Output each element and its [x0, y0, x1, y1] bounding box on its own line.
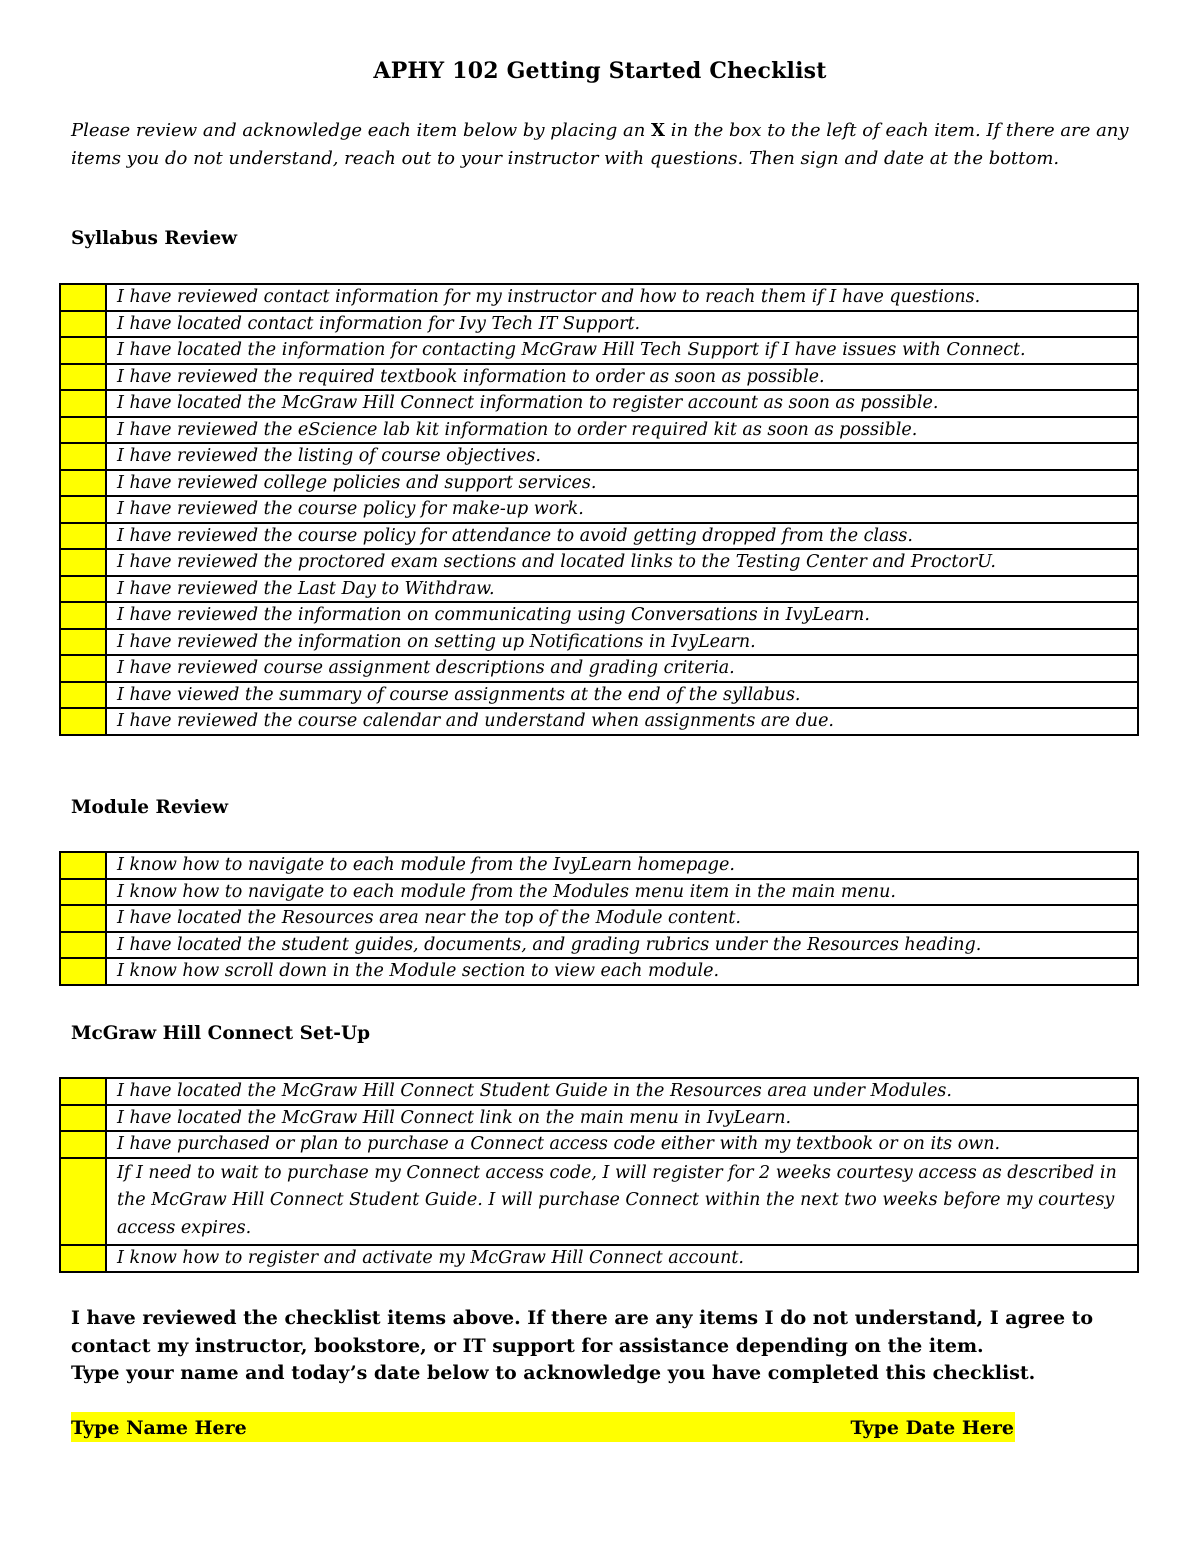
checkbox-cell[interactable] — [60, 284, 106, 311]
checklist-row — [60, 602, 1138, 629]
checklist-row — [60, 1131, 1138, 1158]
checkbox-cell[interactable] — [60, 708, 106, 735]
checkbox-cell[interactable] — [60, 932, 106, 959]
checklist-item-text: I have reviewed the Last Day to Withdraw. — [106, 576, 1138, 603]
checklist-row — [60, 364, 1138, 391]
checklist-row — [60, 629, 1138, 656]
checkbox-cell[interactable] — [60, 417, 106, 444]
checklist-item-text: I have reviewed the course policy for attendance to avoid getting dropped from the class. — [106, 523, 1138, 550]
checkbox-cell[interactable] — [60, 496, 106, 523]
checklist-item-text: I have located the Resources area near the top of the Module content. — [106, 905, 1138, 932]
checkbox-cell[interactable] — [60, 1105, 106, 1132]
checklist-row — [60, 337, 1138, 364]
checklist-row — [60, 958, 1138, 985]
checkbox-cell[interactable] — [60, 576, 106, 603]
checklist-row — [60, 390, 1138, 417]
checkbox-cell[interactable] — [60, 390, 106, 417]
module-review-table — [59, 851, 1139, 986]
checklist-item-text: I have reviewed the eScience lab kit information to order required kit as soon as possible. — [106, 417, 1138, 444]
checklist-item-text: I have reviewed the course calendar and understand when assignments are due. — [106, 708, 1138, 735]
checkbox-cell[interactable] — [60, 1131, 106, 1158]
checklist-row — [60, 655, 1138, 682]
checkbox-cell[interactable] — [60, 958, 106, 985]
checkbox-cell[interactable] — [60, 1078, 106, 1105]
connect-setup-table — [59, 1077, 1139, 1273]
instructions — [71, 117, 1131, 173]
page-title: APHY 102 Getting Started Checklist — [373, 58, 827, 84]
checklist-item-text: I have reviewed contact information for my instructor and how to reach them if I have questions. — [106, 284, 1138, 311]
checklist-item-text: I have purchased or plan to purchase a Connect access code either with my textbook or on its own. — [106, 1131, 1138, 1158]
checklist-row — [60, 879, 1138, 906]
checklist-item-text: I have located the McGraw Hill Connect link on the main menu in IvyLearn. — [106, 1105, 1138, 1132]
module-review-heading: Module Review — [71, 797, 229, 818]
instructions-part-2: in the box to the left of each item. If there are any items you do not understand, reach out to your instructor with questions. Then sign and date at the bottom. — [71, 120, 1129, 169]
checkbox-cell[interactable] — [60, 470, 106, 497]
checklist-row — [60, 1105, 1138, 1132]
name-field[interactable]: Type Name Here — [71, 1417, 247, 1439]
checklist-item-text: I have reviewed course assignment descriptions and grading criteria. — [106, 655, 1138, 682]
acknowledgement-line-1: I have reviewed the checklist items above. If there are any items I do not understand, I agree to — [71, 1307, 1094, 1329]
checklist-row — [60, 470, 1138, 497]
checklist-item-text: I have located contact information for Ivy Tech IT Support. — [106, 311, 1138, 338]
checklist-item-text: I have located the McGraw Hill Connect Student Guide in the Resources area under Modules. — [106, 1078, 1138, 1105]
checklist-row — [60, 311, 1138, 338]
checklist-item-text: I know how to register and activate my McGraw Hill Connect account. — [106, 1245, 1138, 1272]
acknowledgement-line-2: contact my instructor, bookstore, or IT support for assistance depending on the item. — [71, 1334, 984, 1357]
checklist-row — [60, 284, 1138, 311]
instructions-x-mark: X — [651, 120, 666, 141]
checklist-item-text: I have reviewed college policies and support services. — [106, 470, 1138, 497]
checkbox-cell[interactable] — [60, 549, 106, 576]
acknowledgement-statement — [71, 1305, 1141, 1388]
checklist-row — [60, 708, 1138, 735]
syllabus-review-heading: Syllabus Review — [71, 228, 238, 249]
checklist-item-text: I know how scroll down in the Module section to view each module. — [106, 958, 1138, 985]
checklist-row — [60, 523, 1138, 550]
connect-setup-heading: McGraw Hill Connect Set-Up — [71, 1023, 371, 1044]
date-field[interactable]: Type Date Here — [850, 1417, 1014, 1439]
checklist-row — [60, 1158, 1138, 1246]
checkbox-cell[interactable] — [60, 1245, 106, 1272]
checklist-item-text: I have reviewed the course policy for make-up work. — [106, 496, 1138, 523]
checklist-row — [60, 576, 1138, 603]
instructions-part-1: Please review and acknowledge each item below by placing an — [71, 120, 652, 141]
checkbox-cell[interactable] — [60, 523, 106, 550]
checklist-row — [60, 682, 1138, 709]
checklist-row — [60, 905, 1138, 932]
signature-line — [71, 1412, 1015, 1442]
checkbox-cell[interactable] — [60, 311, 106, 338]
checklist-item-text: I have located the information for contacting McGraw Hill Tech Support if I have issues with Connect. — [106, 337, 1138, 364]
checklist-row — [60, 852, 1138, 879]
checkbox-cell[interactable] — [60, 1158, 106, 1246]
checklist-item-text: I have reviewed the listing of course objectives. — [106, 443, 1138, 470]
checkbox-cell[interactable] — [60, 602, 106, 629]
acknowledgement-line-3: Type your name and today’s date below to acknowledge you have completed this checklist. — [71, 1362, 1036, 1384]
checklist-item-text: I have viewed the summary of course assignments at the end of the syllabus. — [106, 682, 1138, 709]
checklist-item-text: If I need to wait to purchase my Connect access code, I will register for 2 weeks courtesy access as described in the McGraw Hill Connect Student Guide. I will purchase Connect within the next two weeks before my courtesy access expires. — [106, 1158, 1138, 1246]
checklist-item-text: I have located the McGraw Hill Connect information to register account as soon as possible. — [106, 390, 1138, 417]
checklist-row — [60, 1245, 1138, 1272]
checklist-item-text: I have reviewed the proctored exam sections and located links to the Testing Center and ProctorU. — [106, 549, 1138, 576]
checklist-row — [60, 1078, 1138, 1105]
checkbox-cell[interactable] — [60, 655, 106, 682]
checklist-row — [60, 417, 1138, 444]
checklist-row — [60, 932, 1138, 959]
checklist-row — [60, 496, 1138, 523]
checklist-row — [60, 443, 1138, 470]
checklist-item-text: I have reviewed the information on communicating using Conversations in IvyLearn. — [106, 602, 1138, 629]
checklist-item-text: I know how to navigate to each module from the Modules menu item in the main menu. — [106, 879, 1138, 906]
checklist-item-text: I know how to navigate to each module from the IvyLearn homepage. — [106, 852, 1138, 879]
checkbox-cell[interactable] — [60, 337, 106, 364]
checkbox-cell[interactable] — [60, 879, 106, 906]
checkbox-cell[interactable] — [60, 629, 106, 656]
syllabus-review-table — [59, 283, 1139, 736]
checklist-row — [60, 549, 1138, 576]
checkbox-cell[interactable] — [60, 364, 106, 391]
checkbox-cell[interactable] — [60, 905, 106, 932]
checklist-item-text: I have located the student guides, documents, and grading rubrics under the Resources heading. — [106, 932, 1138, 959]
checkbox-cell[interactable] — [60, 443, 106, 470]
checklist-item-text: I have reviewed the information on setting up Notifications in IvyLearn. — [106, 629, 1138, 656]
checkbox-cell[interactable] — [60, 682, 106, 709]
checklist-item-text: I have reviewed the required textbook information to order as soon as possible. — [106, 364, 1138, 391]
checkbox-cell[interactable] — [60, 852, 106, 879]
